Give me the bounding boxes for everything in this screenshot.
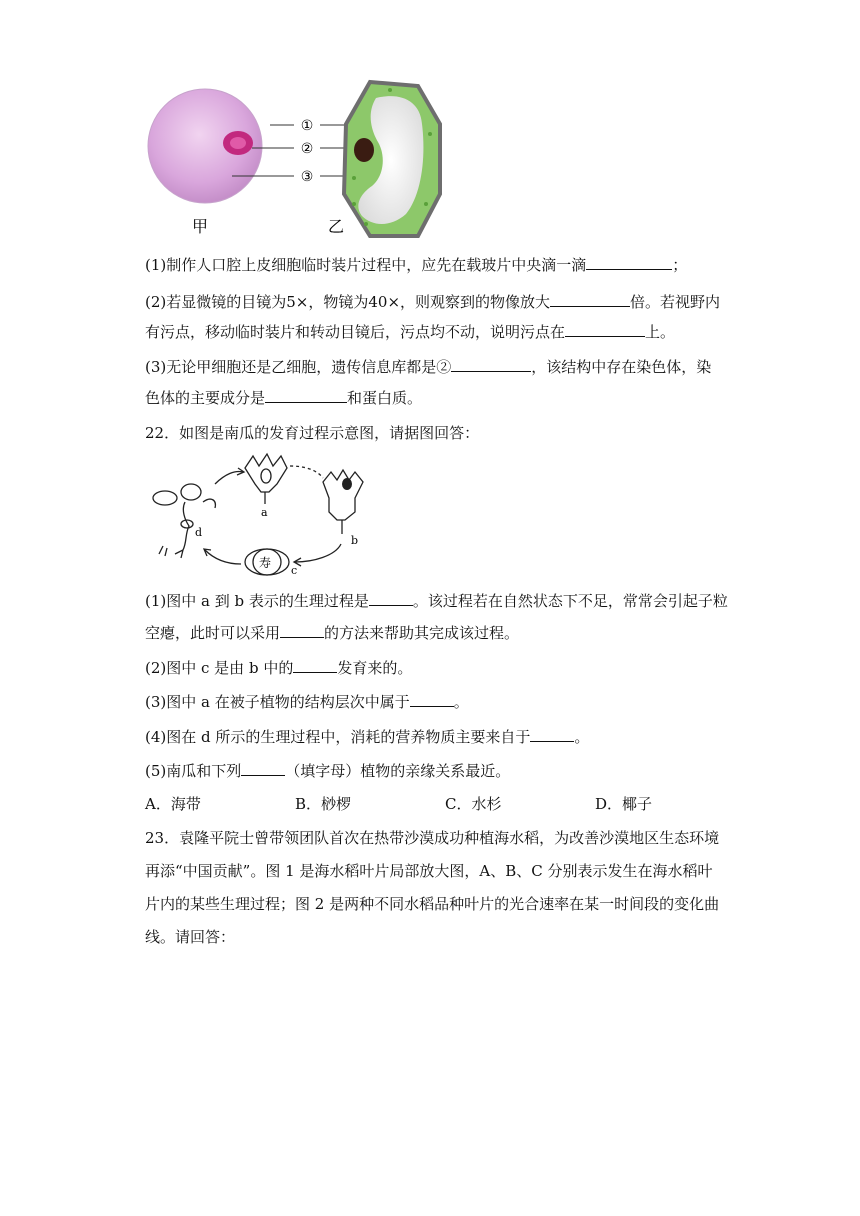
marker-3: ③ [300,169,314,185]
q23-line3: 片内的某些生理过程；图 2 是两种不同水稻品种叶片的光合速率在某一时间段的变化曲 [145,895,720,913]
answer-blank[interactable] [530,727,574,742]
label-yi: 乙 [327,217,345,236]
q22-part3: (3)图中 a 在被子植物的结构层次中属于 。 [145,693,469,711]
q23-line2: 再添“中国贡献”。图 1 是海水稻叶片局部放大图，A、B、C 分别表示发生在海水稻叶 [145,862,713,880]
fig-label-a: a [261,506,268,519]
answer-blank[interactable] [410,692,454,707]
q22-part1-line1: (1)图中 a 到 b 表示的生理过程是 。该过程若在自然状态下不足，常常会引起子粒 [145,592,728,610]
answer-blank[interactable] [369,591,413,606]
q22-stem: 22．如图是南瓜的发育过程示意图，请据图回答： [145,424,480,442]
q21-part3-line1: (3)无论甲细胞还是乙细胞，遗传信息库都是② ，该结构中存在染色体，染 [145,358,712,376]
q23-line4: 线。请回答： [145,928,236,946]
q22-part4: (4)图在 d 所示的生理过程中，消耗的营养物质主要来自于 。 [145,728,590,746]
marker-1: ① [300,118,314,134]
label-jia: 甲 [191,217,209,236]
answer-blank[interactable] [280,623,324,638]
pumpkin-lifecycle-diagram [145,450,385,578]
q23-line1: 23．袁隆平院士曾带领团队首次在热带沙漠成功种植海水稻，为改善沙漠地区生态环境 [145,829,720,847]
answer-blank[interactable] [451,357,531,372]
q22-part2: (2)图中 c 是由 b 中的 发育来的。 [145,659,413,677]
answer-blank[interactable] [293,658,337,673]
option-d[interactable]: D．椰子 [595,795,653,813]
option-b[interactable]: B．桫椤 [295,795,352,813]
answer-blank[interactable] [550,292,630,307]
q22-part5: (5)南瓜和下列 （填字母）植物的亲缘关系最近。 [145,762,511,780]
option-c[interactable]: C．水杉 [445,795,502,813]
answer-blank[interactable] [586,255,672,270]
q21-part3-line2: 色体的主要成分是 和蛋白质。 [145,389,423,407]
answer-blank[interactable] [565,322,645,337]
q21-part2-line2: 有污点，移动临时装片和转动目镜后，污点均不动，说明污点在 上。 [145,323,676,341]
fig-label-c: c [291,564,298,577]
fig-label-b: b [351,534,359,547]
marker-2: ② [300,141,314,157]
plant-cell-nucleus [354,138,374,162]
answer-blank[interactable] [241,761,285,776]
pumpkin-character: 寿 [259,556,272,570]
option-a[interactable]: A．海带 [145,795,201,813]
q21-part2-line1: (2)若显微镜的目镜为5×，物镜为40×，则观察到的物像放大 倍。若视野内 [145,293,721,311]
cell-diagram [140,76,460,241]
answer-blank[interactable] [265,388,347,403]
q22-part1-line2: 空瘪，此时可以采用 的方法来帮助其完成该过程。 [145,624,520,642]
fig-label-d: d [195,526,203,539]
q21-part1: (1)制作人口腔上皮细胞临时装片过程中，应先在载玻片中央滴一滴 ； [145,256,688,274]
